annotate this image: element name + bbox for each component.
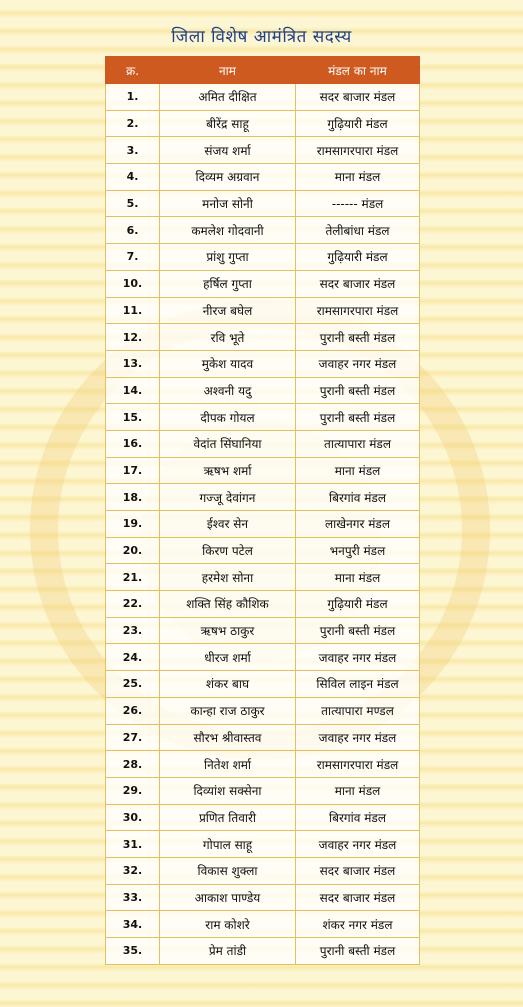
name-cell: ईश्वर सेन: [160, 511, 296, 538]
name-cell: मुकेश यादव: [160, 350, 296, 377]
mandal-cell: माना मंडल: [296, 457, 420, 484]
name-cell: अमित दीक्षित: [160, 84, 296, 111]
mandal-cell: बिरगांव मंडल: [296, 804, 420, 831]
header-serial: क्र.: [106, 57, 160, 84]
mandal-cell: गुढ़ियारी मंडल: [296, 591, 420, 618]
mandal-cell: रामसागरपारा मंडल: [296, 137, 420, 164]
table-row: [106, 671, 420, 698]
mandal-cell: माना मंडल: [296, 164, 420, 191]
mandal-cell: सदर बाजार मंडल: [296, 884, 420, 911]
serial-cell: 7.: [106, 244, 160, 271]
serial-cell: 12.: [106, 324, 160, 351]
serial-cell: 16.: [106, 430, 160, 457]
table-row: [106, 938, 420, 965]
name-cell: रवि भूते: [160, 324, 296, 351]
serial-cell: 20.: [106, 537, 160, 564]
name-cell: दिव्यम अग्रवान: [160, 164, 296, 191]
table-row: [106, 137, 420, 164]
serial-cell: 27.: [106, 724, 160, 751]
name-cell: विकास शुक्ला: [160, 857, 296, 884]
serial-cell: 5.: [106, 190, 160, 217]
name-cell: ऋषभ शर्मा: [160, 457, 296, 484]
mandal-cell: पुरानी बस्ती मंडल: [296, 404, 420, 431]
table-row: [106, 217, 420, 244]
name-cell: बीरेंद्र साहू: [160, 110, 296, 137]
table-row: [106, 644, 420, 671]
mandal-cell: तात्यापारा मण्डल: [296, 697, 420, 724]
serial-cell: 6.: [106, 217, 160, 244]
mandal-cell: गुढ़ियारी मंडल: [296, 110, 420, 137]
serial-cell: 30.: [106, 804, 160, 831]
serial-cell: 14.: [106, 377, 160, 404]
name-cell: हर्षिल गुप्ता: [160, 270, 296, 297]
name-cell: नीरज बघेल: [160, 297, 296, 324]
name-cell: गोपाल साहू: [160, 831, 296, 858]
mandal-cell: जवाहर नगर मंडल: [296, 644, 420, 671]
table-row: [106, 884, 420, 911]
table-row: [106, 110, 420, 137]
mandal-cell: तेलीबांधा मंडल: [296, 217, 420, 244]
mandal-cell: पुरानी बस्ती मंडल: [296, 938, 420, 965]
table-row: [106, 911, 420, 938]
name-cell: आकाश पाण्डेय: [160, 884, 296, 911]
table-row: [106, 404, 420, 431]
mandal-cell: बिरगांव मंडल: [296, 484, 420, 511]
serial-cell: 4.: [106, 164, 160, 191]
mandal-cell: माना मंडल: [296, 564, 420, 591]
serial-cell: 11.: [106, 297, 160, 324]
name-cell: कमलेश गोदवानी: [160, 217, 296, 244]
name-cell: कान्हा राज ठाकुर: [160, 697, 296, 724]
table-row: [106, 617, 420, 644]
serial-cell: 21.: [106, 564, 160, 591]
table-row: [106, 537, 420, 564]
mandal-cell: पुरानी बस्ती मंडल: [296, 617, 420, 644]
mandal-cell: गुढ़ियारी मंडल: [296, 244, 420, 271]
table-row: [106, 591, 420, 618]
mandal-cell: माना मंडल: [296, 777, 420, 804]
table-row: [106, 697, 420, 724]
serial-cell: 34.: [106, 911, 160, 938]
serial-cell: 1.: [106, 84, 160, 111]
name-cell: अश्वनी यदु: [160, 377, 296, 404]
table-row: [106, 270, 420, 297]
table-row: [106, 804, 420, 831]
serial-cell: 10.: [106, 270, 160, 297]
mandal-cell: जवाहर नगर मंडल: [296, 831, 420, 858]
name-cell: नितेश शर्मा: [160, 751, 296, 778]
name-cell: शक्ति सिंह कौशिक: [160, 591, 296, 618]
serial-cell: 35.: [106, 938, 160, 965]
mandal-cell: पुरानी बस्ती मंडल: [296, 377, 420, 404]
name-cell: धीरज शर्मा: [160, 644, 296, 671]
table-row: [106, 430, 420, 457]
mandal-cell: पुरानी बस्ती मंडल: [296, 324, 420, 351]
serial-cell: 31.: [106, 831, 160, 858]
name-cell: किरण पटेल: [160, 537, 296, 564]
table-row: [106, 244, 420, 271]
table-row: [106, 751, 420, 778]
name-cell: प्रांशु गुप्ता: [160, 244, 296, 271]
name-cell: हरमेश सोना: [160, 564, 296, 591]
mandal-cell: लाखेनगर मंडल: [296, 511, 420, 538]
serial-cell: 25.: [106, 671, 160, 698]
serial-cell: 17.: [106, 457, 160, 484]
mandal-cell: सदर बाजार मंडल: [296, 270, 420, 297]
table-row: [106, 164, 420, 191]
name-cell: सौरभ श्रीवास्तव: [160, 724, 296, 751]
table-row: [106, 84, 420, 111]
name-cell: मनोज सोनी: [160, 190, 296, 217]
serial-cell: 23.: [106, 617, 160, 644]
serial-cell: 19.: [106, 511, 160, 538]
table-row: [106, 511, 420, 538]
table-row: [106, 777, 420, 804]
serial-cell: 28.: [106, 751, 160, 778]
page-title: जिला विशेष आमंत्रित सदस्य: [171, 27, 352, 47]
mandal-cell: सदर बाजार मंडल: [296, 857, 420, 884]
serial-cell: 33.: [106, 884, 160, 911]
header-mandal: मंडल का नाम: [296, 57, 420, 84]
mandal-cell: रामसागरपारा मंडल: [296, 751, 420, 778]
serial-cell: 29.: [106, 777, 160, 804]
table-row: [106, 564, 420, 591]
mandal-cell: शंकर नगर मंडल: [296, 911, 420, 938]
mandal-cell: जवाहर नगर मंडल: [296, 724, 420, 751]
table-row: [106, 457, 420, 484]
table-row: [106, 297, 420, 324]
name-cell: राम कोशरे: [160, 911, 296, 938]
mandal-cell: ------ मंडल: [296, 190, 420, 217]
members-table: [105, 56, 420, 965]
name-cell: ऋषभ ठाकुर: [160, 617, 296, 644]
serial-cell: 15.: [106, 404, 160, 431]
name-cell: प्रेम तांडी: [160, 938, 296, 965]
name-cell: दिव्यांश सक्सेना: [160, 777, 296, 804]
mandal-cell: रामसागरपारा मंडल: [296, 297, 420, 324]
name-cell: शंकर बाघ: [160, 671, 296, 698]
serial-cell: 18.: [106, 484, 160, 511]
mandal-cell: सदर बाजार मंडल: [296, 84, 420, 111]
serial-cell: 24.: [106, 644, 160, 671]
table-row: [106, 831, 420, 858]
mandal-cell: तात्यापारा मंडल: [296, 430, 420, 457]
table-header-row: [106, 57, 420, 84]
serial-cell: 2.: [106, 110, 160, 137]
mandal-cell: जवाहर नगर मंडल: [296, 350, 420, 377]
serial-cell: 22.: [106, 591, 160, 618]
mandal-cell: सिविल लाइन मंडल: [296, 671, 420, 698]
serial-cell: 3.: [106, 137, 160, 164]
mandal-cell: भनपुरी मंडल: [296, 537, 420, 564]
table-row: [106, 350, 420, 377]
name-cell: गज्जू देवांगन: [160, 484, 296, 511]
serial-cell: 26.: [106, 697, 160, 724]
name-cell: संजय शर्मा: [160, 137, 296, 164]
serial-cell: 13.: [106, 350, 160, 377]
serial-cell: 32.: [106, 857, 160, 884]
table-row: [106, 724, 420, 751]
name-cell: वेदांत सिंघानिया: [160, 430, 296, 457]
name-cell: दीपक गोयल: [160, 404, 296, 431]
name-cell: प्रणित तिवारी: [160, 804, 296, 831]
table-row: [106, 857, 420, 884]
table-row: [106, 377, 420, 404]
table-row: [106, 190, 420, 217]
table-row: [106, 324, 420, 351]
header-name: नाम: [160, 57, 296, 84]
table-row: [106, 484, 420, 511]
